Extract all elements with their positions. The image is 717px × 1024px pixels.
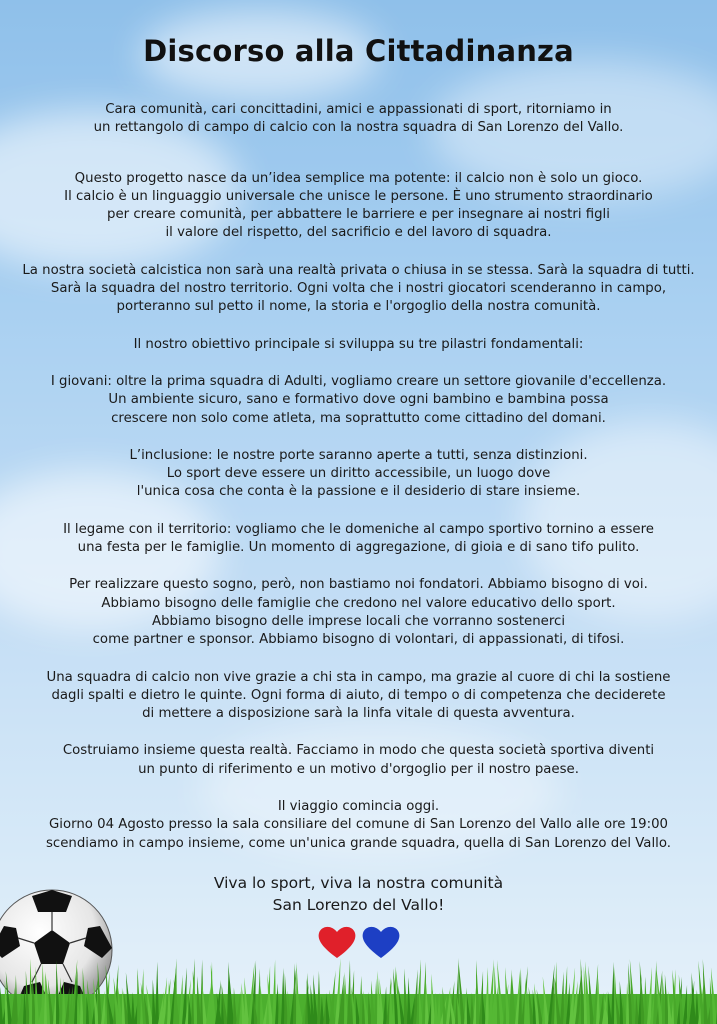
- paragraph-youth: I giovani: oltre la prima squadra di Adulti, vogliamo creare un settore giovanile d'eccellenza. Un ambiente sicuro, sano e formativo dove ogni bambino e bambina possa crescere non solo come atleta, ma soprattutto come cittadino del domani.: [50, 373, 667, 426]
- grass-border: [0, 954, 717, 1024]
- paragraph-intro: Cara comunità, cari concittadini, amici e appassionati di sport, ritorniamo in un rettangolo di campo di calcio con la nostra squadra di San Lorenzo del Vallo.: [93, 102, 624, 136]
- paragraph-society: La nostra società calcistica non sarà una realtà privata o chiusa in se stessa. Sarà la squadra di tutti. Sarà la squadra del nostro territorio. Ogni volta che i nostri giocatori scenderanno in campo, porteranno sul petto il nome, la storia e l'orgoglio della nostra comunità.: [22, 262, 695, 315]
- paragraph-objectives: Il nostro obiettivo principale si sviluppa su tre pilastri fondamentali:: [133, 336, 584, 352]
- closing-slogan: Viva lo sport, viva la nostra comunità San Lorenzo del Vallo!: [213, 873, 504, 914]
- paragraph-build: Costruiamo insieme questa realtà. Facciamo in modo che questa società sportiva diventi un punto di riferimento e un motivo d'orgoglio per il nostro paese.: [62, 743, 655, 777]
- paragraph-team: Una squadra di calcio non vive grazie a chi sta in campo, ma grazie al cuore di chi la sostiene dagli spalti e dietro le quinte. Ogni forma di aiuto, di tempo o di competenza che deciderete di mettere a disposizione sarà la linfa vitale di questa avventura.: [46, 669, 671, 722]
- paragraph-journey: Il viaggio comincia oggi. Giorno 04 Agosto presso la sala consiliare del comune di San Lorenzo del Vallo alle ore 19:00 scendiamo in campo insieme, come un'unica grande squadra, quella di San Lorenzo del Vallo.: [46, 799, 671, 851]
- paragraph-support: Per realizzare questo sogno, però, non bastiamo noi fondatori. Abbiamo bisogno di voi. Abbiamo bisogno delle famiglie che credono nel valore educativo dello sport. Abbiamo bisogno delle imprese locali che vorranno sostenerci come partner e sponsor. Abbiamo bisogno di volontari, di appassionati, di tifosi.: [69, 577, 648, 648]
- paragraph-inclusion: L’inclusione: le nostre porte saranno aperte a tutti, senza distinzioni. Lo sport deve essere un diritto accessibile, un luogo dove l'unica cosa che conta è la passione e il desiderio di stare insieme.: [129, 447, 588, 500]
- speech-document: [20, 34, 697, 960]
- paragraph-territory: Il legame con il territorio: vogliamo che le domeniche al campo sportivo tornino a essere una festa per le famiglie. Un momento di aggregazione, di gioia e di sano tifo pulito.: [63, 521, 654, 556]
- paragraph-project: Questo progetto nasce da un’idea semplice ma potente: il calcio non è solo un gioco. Il calcio è un linguaggio universale che unisce le persone. È uno strumento straordinario per creare comunità, per abbattere le barriere e per insegnare ai nostri figli il valore del rispetto, del sacrificio e del lavoro di squadra.: [64, 170, 653, 241]
- page-title: Discorso alla Cittadinanza: [143, 34, 574, 68]
